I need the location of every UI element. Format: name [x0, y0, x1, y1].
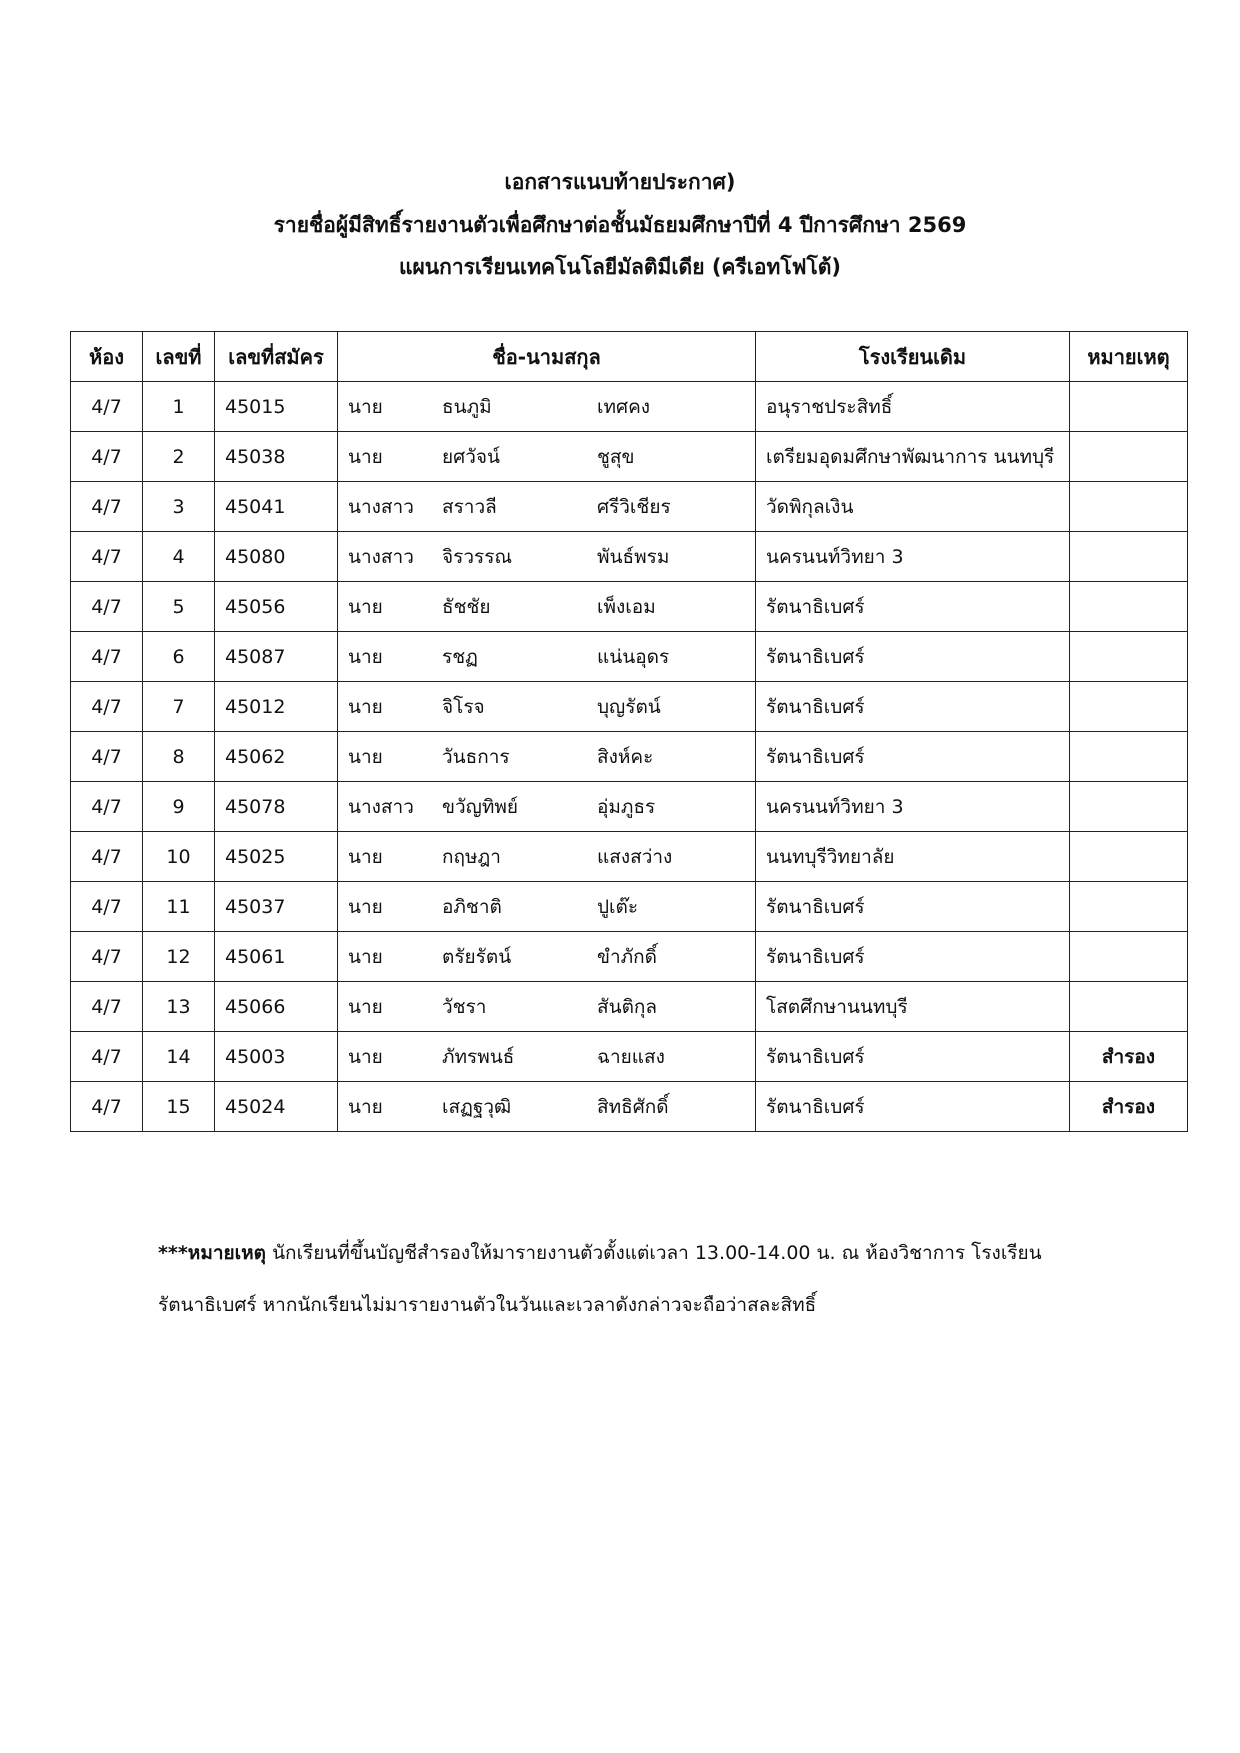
cell-number: 15 [143, 1082, 215, 1132]
cell-previous-school: รัตนาธิเบศร์ [756, 932, 1070, 982]
name-prefix: นางสาว [348, 495, 414, 518]
cell-full-name [338, 382, 756, 432]
table-row [71, 932, 1188, 982]
cell-remark [1070, 482, 1188, 532]
cell-full-name [338, 1032, 756, 1082]
cell-previous-school: รัตนาธิเบศร์ [756, 882, 1070, 932]
cell-remark [1070, 532, 1188, 582]
cell-previous-school: รัตนาธิเบศร์ [756, 632, 1070, 682]
cell-application-id: 45041 [215, 482, 338, 532]
last-name: แน่นอุดร [597, 645, 670, 668]
header-remark: หมายเหตุ [1070, 332, 1188, 382]
cell-number: 3 [143, 482, 215, 532]
cell-remark [1070, 982, 1188, 1032]
cell-application-id: 45078 [215, 782, 338, 832]
cell-application-id: 45025 [215, 832, 338, 882]
cell-remark [1070, 632, 1188, 682]
table-row [71, 432, 1188, 482]
name-prefix: นาย [348, 695, 383, 718]
last-name: ศรีวิเชียร [597, 495, 671, 518]
cell-application-id: 45003 [215, 1032, 338, 1082]
table-header-row [71, 332, 1188, 382]
cell-remark [1070, 832, 1188, 882]
name-prefix: นาย [348, 395, 383, 418]
cell-previous-school: นนทบุรีวิทยาลัย [756, 832, 1070, 882]
first-name: ขวัญทิพย์ [442, 795, 519, 818]
cell-number: 14 [143, 1032, 215, 1082]
header-full-name: ชื่อ-นามสกุล [338, 332, 756, 382]
cell-application-id: 45061 [215, 932, 338, 982]
first-name: ธนภูมิ [442, 395, 492, 418]
first-name: ภัทรพนธ์ [442, 1045, 515, 1068]
cell-number: 8 [143, 732, 215, 782]
last-name: อุ่มภูธร [597, 795, 656, 818]
cell-number: 12 [143, 932, 215, 982]
cell-previous-school: รัตนาธิเบศร์ [756, 732, 1070, 782]
first-name: รชฏ [442, 645, 478, 668]
student-roster-table [70, 331, 1188, 1132]
cell-number: 7 [143, 682, 215, 732]
cell-room: 4/7 [71, 982, 143, 1032]
cell-previous-school: รัตนาธิเบศร์ [756, 582, 1070, 632]
cell-full-name [338, 832, 756, 882]
footnote-line-1 [158, 1238, 1158, 1268]
last-name: เทศคง [597, 395, 651, 418]
cell-remark [1070, 882, 1188, 932]
footnote-label: ***หมายเหตุ [158, 1242, 267, 1264]
cell-remark [1070, 582, 1188, 632]
cell-room: 4/7 [71, 932, 143, 982]
document-subtitle: รายชื่อผู้มีสิทธิ์รายงานตัวเพื่อศึกษาต่อชั้นมัธยมศึกษาปีที่ 4 ปีการศึกษา 2569 [273, 213, 967, 237]
cell-full-name [338, 982, 756, 1032]
cell-full-name [338, 882, 756, 932]
name-prefix: นาย [348, 595, 383, 618]
cell-application-id: 45066 [215, 982, 338, 1032]
cell-number: 6 [143, 632, 215, 682]
name-prefix: นาย [348, 895, 383, 918]
last-name: ชูสุข [597, 445, 635, 468]
footnote-line-2: รัตนาธิเบศร์ หากนักเรียนไม่มารายงานตัวในวันและเวลาดังกล่าวจะถือว่าสละสิทธิ์ [158, 1294, 817, 1316]
footnote-text-1: นักเรียนที่ขึ้นบัญชีสำรองให้มารายงานตัวตั้งแต่เวลา 13.00-14.00 น. ณ ห้องวิชาการ โรงเรียน [266, 1242, 1042, 1264]
cell-previous-school: วัดพิกุลเงิน [756, 482, 1070, 532]
cell-full-name [338, 432, 756, 482]
cell-previous-school: รัตนาธิเบศร์ [756, 1032, 1070, 1082]
table-row [71, 1082, 1188, 1132]
header-previous-school: โรงเรียนเดิม [756, 332, 1070, 382]
cell-remark [1070, 382, 1188, 432]
cell-previous-school: รัตนาธิเบศร์ [756, 1082, 1070, 1132]
first-name: อภิชาติ [442, 895, 502, 918]
name-prefix: นาย [348, 845, 383, 868]
first-name: สราวลี [442, 495, 497, 518]
last-name: แสงสว่าง [597, 845, 673, 868]
first-name: ยศวัจน์ [442, 445, 500, 468]
name-prefix: นาย [348, 995, 383, 1018]
cell-full-name [338, 632, 756, 682]
cell-application-id: 45056 [215, 582, 338, 632]
table-row [71, 982, 1188, 1032]
table-row [71, 782, 1188, 832]
name-prefix: นาย [348, 645, 383, 668]
last-name: พันธ์พรม [597, 545, 670, 568]
last-name: เพ็งเอม [597, 595, 656, 618]
cell-room: 4/7 [71, 432, 143, 482]
cell-room: 4/7 [71, 482, 143, 532]
table-row [71, 682, 1188, 732]
header-number: เลขที่ [143, 332, 215, 382]
table-row [71, 382, 1188, 432]
header-room: ห้อง [71, 332, 143, 382]
cell-remark [1070, 932, 1188, 982]
cell-previous-school: นครนนท์วิทยา 3 [756, 532, 1070, 582]
cell-number: 10 [143, 832, 215, 882]
cell-full-name [338, 582, 756, 632]
cell-previous-school: เตรียมอุดมศึกษาพัฒนาการ นนทบุรี [756, 432, 1070, 482]
table-row [71, 532, 1188, 582]
cell-full-name [338, 482, 756, 532]
cell-room: 4/7 [71, 882, 143, 932]
table-row [71, 832, 1188, 882]
cell-room: 4/7 [71, 582, 143, 632]
last-name: ปูเต๊ะ [597, 895, 639, 918]
cell-application-id: 45037 [215, 882, 338, 932]
first-name: วันธการ [442, 745, 510, 768]
cell-application-id: 45024 [215, 1082, 338, 1132]
cell-number: 2 [143, 432, 215, 482]
cell-full-name [338, 532, 756, 582]
name-prefix: นางสาว [348, 795, 414, 818]
table-row [71, 632, 1188, 682]
cell-remark: สำรอง [1070, 1082, 1188, 1132]
cell-number: 5 [143, 582, 215, 632]
table-row [71, 482, 1188, 532]
table-row [71, 882, 1188, 932]
last-name: บุญรัตน์ [597, 695, 661, 718]
header-application-id: เลขที่สมัคร [215, 332, 338, 382]
cell-room: 4/7 [71, 682, 143, 732]
last-name: ขำภักดิ์ [597, 945, 658, 968]
name-prefix: นาย [348, 1045, 383, 1068]
cell-application-id: 45062 [215, 732, 338, 782]
cell-remark [1070, 432, 1188, 482]
table-row [71, 582, 1188, 632]
table-row [71, 1032, 1188, 1082]
cell-room: 4/7 [71, 532, 143, 582]
cell-remark [1070, 782, 1188, 832]
cell-number: 11 [143, 882, 215, 932]
last-name: สิงห์คะ [597, 745, 654, 768]
name-prefix: นาย [348, 945, 383, 968]
cell-application-id: 45087 [215, 632, 338, 682]
first-name: จิรวรรณ [442, 545, 513, 568]
first-name: เสฏฐวุฒิ [442, 1095, 512, 1118]
last-name: สิทธิศักดิ์ [597, 1095, 669, 1118]
cell-full-name [338, 732, 756, 782]
name-prefix: นางสาว [348, 545, 414, 568]
cell-full-name [338, 682, 756, 732]
name-prefix: นาย [348, 445, 383, 468]
cell-room: 4/7 [71, 632, 143, 682]
cell-room: 4/7 [71, 832, 143, 882]
first-name: จิโรจ [442, 695, 485, 718]
cell-number: 9 [143, 782, 215, 832]
cell-room: 4/7 [71, 382, 143, 432]
cell-number: 4 [143, 532, 215, 582]
cell-number: 13 [143, 982, 215, 1032]
cell-previous-school: รัตนาธิเบศร์ [756, 682, 1070, 732]
cell-number: 1 [143, 382, 215, 432]
table-row [71, 732, 1188, 782]
name-prefix: นาย [348, 745, 383, 768]
cell-application-id: 45080 [215, 532, 338, 582]
cell-application-id: 45038 [215, 432, 338, 482]
last-name: ฉายแสง [597, 1045, 665, 1068]
first-name: กฤษฎา [442, 845, 501, 868]
cell-full-name [338, 1082, 756, 1132]
cell-room: 4/7 [71, 1082, 143, 1132]
cell-remark [1070, 732, 1188, 782]
cell-room: 4/7 [71, 1032, 143, 1082]
first-name: ตรัยรัตน์ [442, 945, 512, 968]
last-name: สันติกุล [597, 995, 658, 1018]
cell-previous-school: อนุราชประสิทธิ์ [756, 382, 1070, 432]
cell-application-id: 45015 [215, 382, 338, 432]
first-name: วัชรา [442, 995, 487, 1018]
first-name: ธัชชัย [442, 595, 491, 618]
document-title: เอกสารแนบท้ายประกาศ) [504, 170, 736, 194]
cell-room: 4/7 [71, 782, 143, 832]
cell-previous-school: นครนนท์วิทยา 3 [756, 782, 1070, 832]
cell-previous-school: โสตศึกษานนทบุรี [756, 982, 1070, 1032]
cell-full-name [338, 932, 756, 982]
cell-full-name [338, 782, 756, 832]
cell-room: 4/7 [71, 732, 143, 782]
cell-remark: สำรอง [1070, 1032, 1188, 1082]
program-title: แผนการเรียนเทคโนโลยีมัลติมีเดีย (ครีเอทโฟโต้) [398, 255, 842, 279]
cell-remark [1070, 682, 1188, 732]
cell-application-id: 45012 [215, 682, 338, 732]
name-prefix: นาย [348, 1095, 383, 1118]
